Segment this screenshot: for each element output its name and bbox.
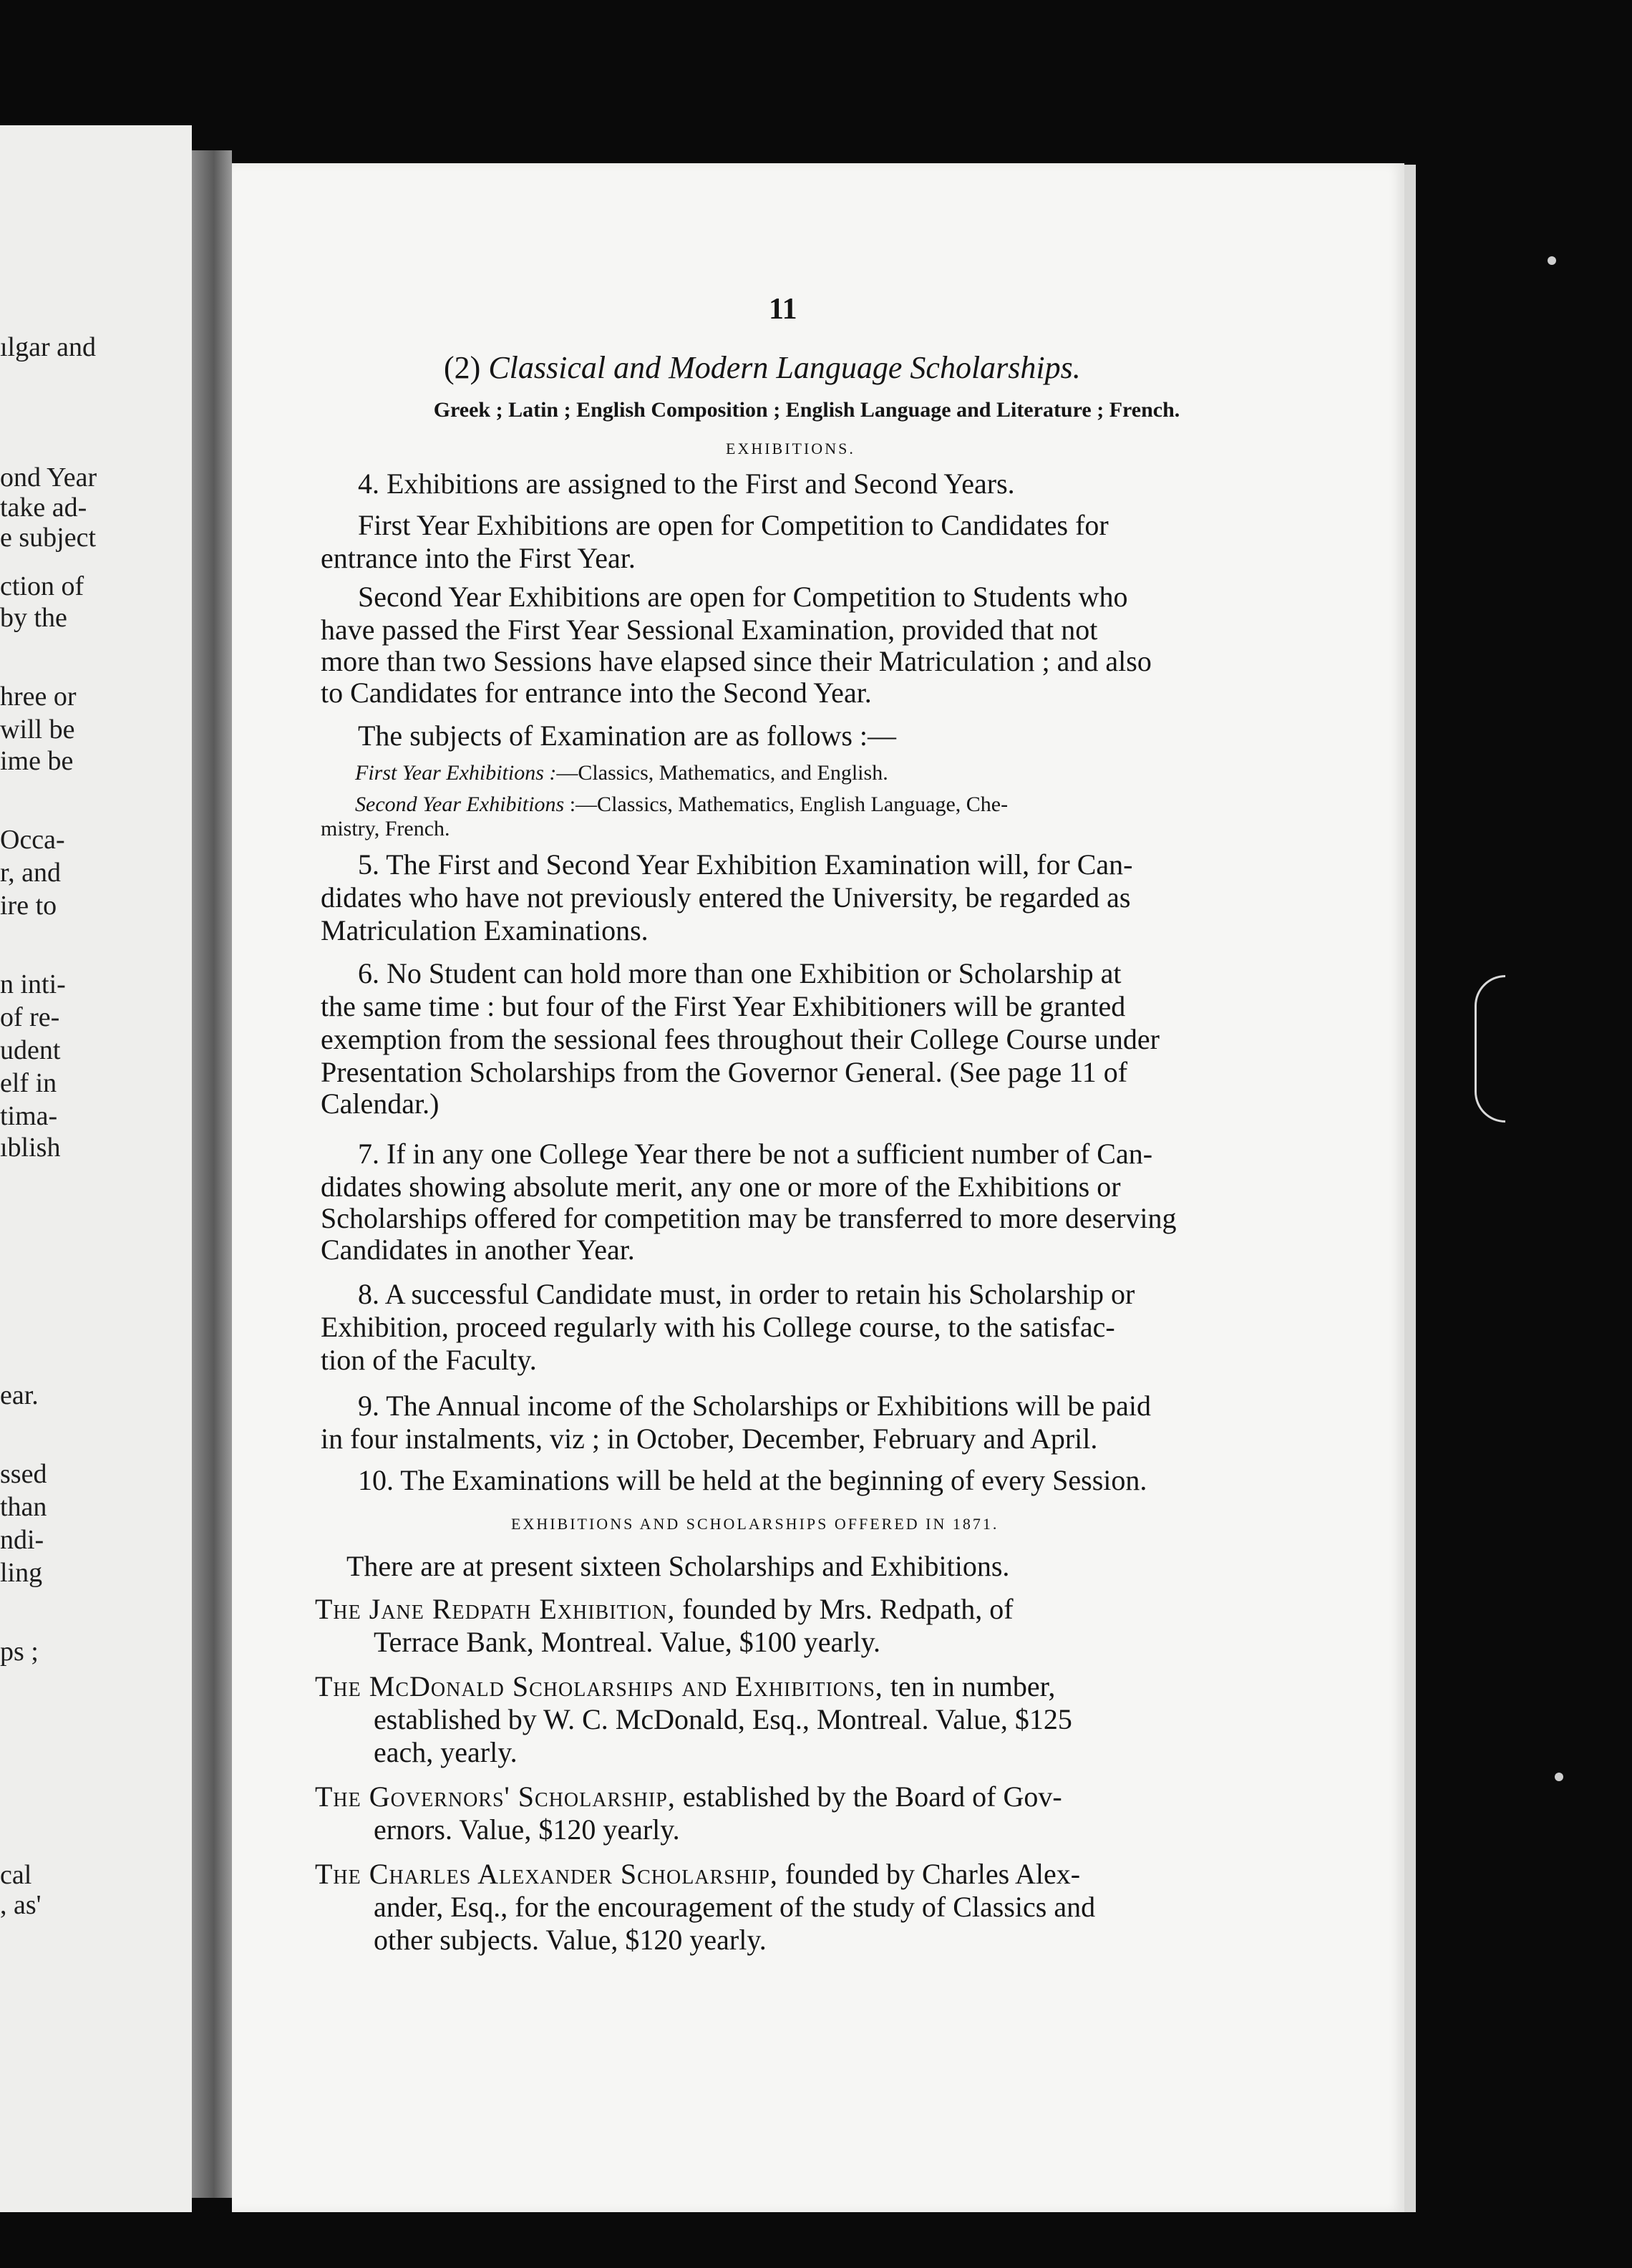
left-page-line: hree or bbox=[0, 682, 77, 712]
paragraph-6-line-4: Presentation Scholarships from the Governor General. (See page 11 of bbox=[321, 1056, 1128, 1088]
second-year-line-1: Second Year Exhibitions are open for Competition to Students who bbox=[358, 581, 1128, 613]
redpath-entry bbox=[315, 1594, 1014, 1625]
second-year-subjects bbox=[355, 792, 1008, 818]
section-number: (2) bbox=[444, 350, 481, 385]
left-page-line: take ad- bbox=[0, 493, 87, 523]
paragraph-6-line-2: the same time : but four of the First Year Exhibitioners will be granted bbox=[321, 990, 1126, 1022]
redpath-name: The Jane Redpath Exhibition, bbox=[315, 1593, 676, 1625]
dust-speck bbox=[1548, 256, 1556, 265]
first-year-line-2: entrance into the First Year. bbox=[321, 542, 636, 574]
left-facing-page bbox=[0, 125, 192, 2212]
paragraph-9-line-2: in four instalments, viz ; in October, December, February and April. bbox=[321, 1423, 1098, 1455]
left-page-line: by the bbox=[0, 603, 67, 633]
left-page-line: , as' bbox=[0, 1890, 42, 1920]
present-line: There are at present sixteen Scholarships and Exhibitions. bbox=[346, 1550, 1010, 1582]
mcdonald-name: The McDonald Scholarships and Exhibitions, bbox=[315, 1670, 883, 1702]
paragraph-10: 10. The Examinations will be held at the beginning of every Session. bbox=[358, 1464, 1147, 1496]
mcdonald-text-1: ten in number, bbox=[890, 1670, 1056, 1702]
left-page-line: ssed bbox=[0, 1459, 47, 1489]
second-year-line-4: to Candidates for entrance into the Second Year. bbox=[321, 677, 872, 709]
paragraph-5-line-2: didates who have not previously entered the University, be regarded as bbox=[321, 881, 1131, 914]
paragraph-6-line-3: exemption from the sessional fees throughout their College Course under bbox=[321, 1023, 1160, 1055]
left-page-line: than bbox=[0, 1492, 47, 1522]
page-edge bbox=[1404, 165, 1416, 2212]
alexander-entry bbox=[315, 1858, 1080, 1890]
left-page-line: cal bbox=[0, 1860, 32, 1890]
dust-speck bbox=[1555, 1773, 1563, 1781]
alexander-text-2: ander, Esq., for the encouragement of the study of Classics and bbox=[374, 1891, 1096, 1923]
governors-entry bbox=[315, 1781, 1062, 1813]
governors-text-1: established by the Board of Gov- bbox=[682, 1780, 1062, 1813]
first-year-subjects-text: —Classics, Mathematics, and English. bbox=[556, 761, 888, 785]
second-year-line-2: have passed the First Year Sessional Examination, provided that not bbox=[321, 614, 1098, 646]
paragraph-9-line-1: 9. The Annual income of the Scholarships or Exhibitions will be paid bbox=[358, 1390, 1151, 1422]
book-gutter bbox=[192, 150, 232, 2198]
left-page-line: tima- bbox=[0, 1101, 58, 1131]
paragraph-5-line-3: Matriculation Examinations. bbox=[321, 914, 649, 946]
alexander-text-3: other subjects. Value, $120 yearly. bbox=[374, 1924, 767, 1956]
left-page-line: ıblish bbox=[0, 1133, 61, 1163]
subjects-intro: The subjects of Examination are as follows :— bbox=[358, 719, 897, 752]
paragraph-6-line-1: 6. No Student can hold more than one Exhibition or Scholarship at bbox=[358, 957, 1122, 989]
first-year-subjects-label: First Year Exhibitions : bbox=[355, 761, 557, 785]
mcdonald-text-2: established by W. C. McDonald, Esq., Montreal. Value, $125 bbox=[374, 1703, 1072, 1735]
paragraph-4: 4. Exhibitions are assigned to the First and Second Years. bbox=[358, 467, 1015, 500]
left-page-line: ire to bbox=[0, 891, 57, 921]
mcdonald-entry bbox=[315, 1671, 1055, 1702]
left-page-line: ndi- bbox=[0, 1525, 44, 1555]
governors-text-2: ernors. Value, $120 yearly. bbox=[374, 1813, 680, 1846]
second-year-subjects-label: Second Year Exhibitions bbox=[355, 793, 565, 816]
paragraph-7-line-3: Scholarships offered for competition may be transferred to more deserving bbox=[321, 1202, 1177, 1234]
left-page-line: ime be bbox=[0, 746, 74, 776]
paragraph-5-line-1: 5. The First and Second Year Exhibition Examination will, for Can- bbox=[358, 848, 1133, 881]
paragraph-8-line-2: Exhibition, proceed regularly with his College course, to the satisfac- bbox=[321, 1311, 1115, 1343]
governors-name: The Governors' Scholarship, bbox=[315, 1780, 676, 1813]
page-number: 11 bbox=[769, 293, 797, 326]
left-page-line: of re- bbox=[0, 1002, 60, 1032]
left-page-line: ction of bbox=[0, 571, 84, 601]
left-page-line: n inti- bbox=[0, 969, 66, 999]
paragraph-7-line-4: Candidates in another Year. bbox=[321, 1234, 635, 1266]
left-page-line: elf in bbox=[0, 1068, 57, 1098]
left-page-line: r, and bbox=[0, 858, 61, 888]
left-page-line: e subject bbox=[0, 523, 97, 553]
left-page-line: ling bbox=[0, 1558, 43, 1588]
exhibitions-heading: EXHIBITIONS. bbox=[726, 440, 855, 457]
redpath-text-1: founded by Mrs. Redpath, of bbox=[682, 1593, 1014, 1625]
alexander-name: The Charles Alexander Scholarship, bbox=[315, 1858, 778, 1890]
left-page-line: ılgar and bbox=[0, 332, 97, 362]
left-page-line: Occa- bbox=[0, 825, 65, 855]
section-title bbox=[444, 349, 1081, 386]
hair-artifact bbox=[1475, 975, 1505, 1123]
offered-heading: EXHIBITIONS AND SCHOLARSHIPS OFFERED IN 1871. bbox=[511, 1515, 999, 1533]
paragraph-8-line-3: tion of the Faculty. bbox=[321, 1344, 537, 1376]
first-year-line-1: First Year Exhibitions are open for Competition to Candidates for bbox=[358, 509, 1109, 541]
subjects-line: Greek ; Latin ; English Composition ; English Language and Literature ; French. bbox=[433, 398, 1180, 422]
paragraph-7-line-2: didates showing absolute merit, any one or more of the Exhibitions or bbox=[321, 1171, 1121, 1203]
first-year-subjects bbox=[355, 760, 888, 786]
left-page-line: ear. bbox=[0, 1380, 39, 1410]
redpath-text-2: Terrace Bank, Montreal. Value, $100 yearly. bbox=[374, 1626, 881, 1658]
paragraph-6-line-5: Calendar.) bbox=[321, 1087, 439, 1120]
paragraph-8-line-1: 8. A successful Candidate must, in order to retain his Scholarship or bbox=[358, 1278, 1135, 1310]
paragraph-7-line-1: 7. If in any one College Year there be not a sufficient number of Can- bbox=[358, 1138, 1153, 1170]
section-title-text: Classical and Modern Language Scholarships. bbox=[488, 350, 1081, 385]
left-page-line: udent bbox=[0, 1035, 61, 1065]
left-page-line: ond Year bbox=[0, 462, 97, 493]
second-year-subjects-continuation: mistry, French. bbox=[321, 817, 450, 840]
left-page-line: will be bbox=[0, 714, 75, 745]
second-year-line-3: more than two Sessions have elapsed since their Matriculation ; and also bbox=[321, 645, 1152, 677]
mcdonald-text-3: each, yearly. bbox=[374, 1736, 518, 1768]
alexander-text-1: founded by Charles Alex- bbox=[785, 1858, 1081, 1890]
left-page-line: ps ; bbox=[0, 1637, 39, 1667]
second-year-subjects-text: :—Classics, Mathematics, English Language, Che- bbox=[569, 793, 1009, 816]
